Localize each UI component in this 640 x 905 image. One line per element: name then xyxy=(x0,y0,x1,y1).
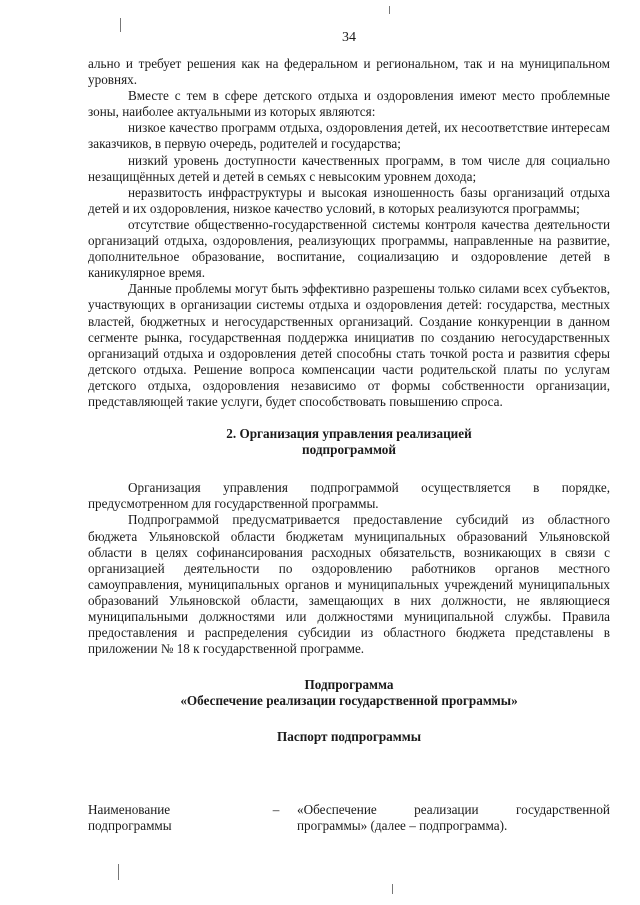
passport-label: Наименование подпрограммы xyxy=(88,802,172,834)
document-page xyxy=(88,0,610,905)
list-item: отсутствие общественно-государственной системы контроля качества деятельности организаций отдыха, оздоровления, реализующих программы, направленные на развитие, дополнительное образование, воспитание, социализацию и оздоровление детей в каникулярное время. xyxy=(88,216,610,281)
paragraph: Вместе с тем в сфере детского отдыха и оздоровления имеют место проблемные зоны, наиболее актуальными из которых являются: xyxy=(88,88,610,120)
passport-value: «Обеспечение реализации государственной программы» (далее – подпрограмма). xyxy=(297,802,610,834)
paragraph: Подпрограммой предусматривается предоставление субсидий из областного бюджета Ульяновской области бюджетам муниципальных образований Ульяновской области в целях софинансирования расходных обязательств, возникающих в связи с организацией деятельности по оздоровлению работников органов местного самоуправления, муниципальных органов и муниципальных учреждений муниципальных образований Ульяновской области, замещающих в них должности, не являющиеся муниципальными должностями или должностями муниципальной службы. Правила предоставления и распределения субсидии из областного бюджета представлены в приложении № 18 к государственной программе. xyxy=(88,512,610,657)
paragraph: Организация управления подпрограммой осуществляется в порядке, предусмотренном для государственной программы. xyxy=(88,480,610,512)
list-item: низкое качество программ отдыха, оздоровления детей, их несоответствие интересам заказчиков, в первую очередь, родителей и государства; xyxy=(88,120,610,152)
paragraph: Данные проблемы могут быть эффективно разрешены только силами всех субъектов, участвующих в организации системы отдыха и оздоровления детей: государства, местных властей, бюджетных и негосударственных организаций. Создание конкуренции в данном сегменте рынка, государственная поддержка инициатив по созданию негосударственных организаций отдыха и оздоровления детей способны стать точкой роста и развития сферы детского отдыха. Решение вопроса компенсации части родительской платы по услугам детского отдыха, оздоровления независимо от формы собственности организации, представляющей такие услуги, будет способствовать повышению спроса. xyxy=(88,281,610,409)
subprogram-title: «Обеспечение реализации государственной программы» xyxy=(180,693,518,709)
subprogram-title: Подпрограмма xyxy=(304,677,394,693)
page-number: 34 xyxy=(342,30,356,45)
document-body xyxy=(88,56,610,746)
passport-heading: Паспорт подпрограммы xyxy=(276,729,422,745)
section-heading: подпрограммой xyxy=(302,442,396,458)
list-item: низкий уровень доступности качественных программ, в том числе для социально незащищённых детей и детей в семьях с невысоким уровнем дохода; xyxy=(88,152,610,184)
list-item: неразвитость инфраструктуры и высокая изношенность базы организаций отдыха детей и их оздоровления, низкое качество условий, в которых реализуются программы; xyxy=(88,184,610,216)
paragraph: ально и требует решения как на федеральном и региональном, так и на муниципальном уровнях. xyxy=(88,56,610,88)
section-heading: 2. Организация управления реализацией xyxy=(226,426,472,442)
passport-dash: – xyxy=(272,802,280,817)
